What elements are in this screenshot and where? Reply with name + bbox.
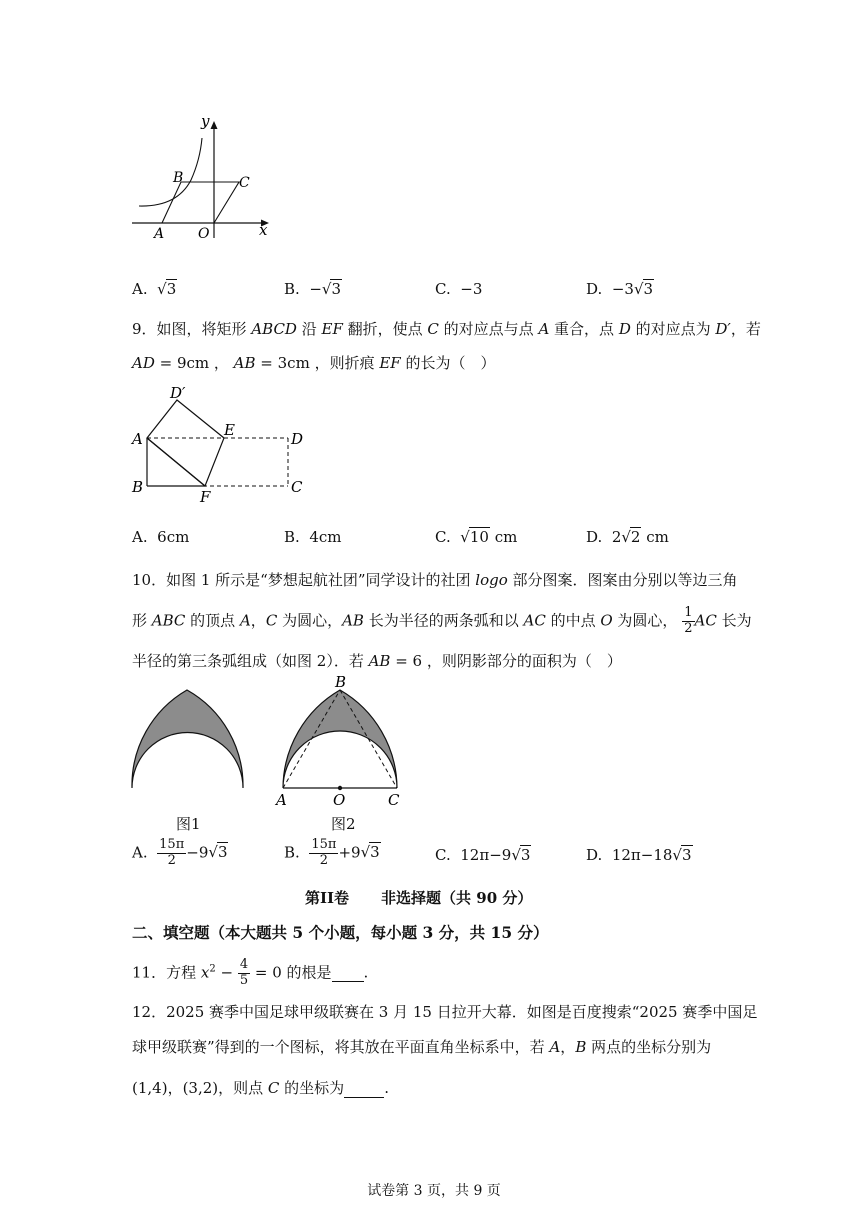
q10-stem-line2: 形 ABC 的顶点 A，C 为圆心，AB 长为半径的两条弧和以 AC 的中点 O 为圆心， $\frac{1}{2}$ AC 长为 [132,605,752,636]
q12-stem-line2: 球甲级联赛”得到的一个图标，将其放在平面直角坐标系中，若 A，B 两点的坐标分别为 [132,1038,712,1056]
label-F: F [200,488,211,505]
hyperbola-curve [139,138,202,206]
q12-stem-line3: (1,4)，(3,2)，则点 C 的坐标为 . [132,1079,389,1097]
section-title: 第II卷 非选择题（共 90 分） [305,889,533,907]
q11-answer-blank[interactable] [332,963,364,982]
figure-q10-fig1-logo [125,680,255,795]
label-A: A [276,791,287,809]
label-y: y [201,112,210,130]
label-O: O [333,791,346,809]
q8-option-b: B. −√3 [284,280,342,298]
q9-option-d: D. 2√2 cm [586,528,669,546]
q8-option-c: C. −3 [435,280,483,298]
label-B: B [173,170,184,186]
fig1-caption: 图1 [176,815,201,833]
q10-option-a: A. $\frac{15\pi}{2}$ −9√3 [132,837,228,868]
label-D: D [291,430,304,448]
label-A: A [154,226,165,242]
parallelogram-ABCO [162,182,239,223]
q10-option-b: B. $\frac{15\pi}{2}$ +9√3 [284,837,380,868]
label-C: C [388,791,400,809]
label-C: C [239,175,250,191]
q9-stem-line2: AD = 9cm ， AB = 3cm ，则折痕 EF 的长为（ ） [132,354,496,372]
q10-option-c: C. 12π−9√3 [435,846,531,864]
label-E: E [224,421,235,439]
label-B: B [335,673,347,691]
label-C: C [291,478,303,496]
q9-option-b: B. 4cm [284,528,342,546]
q10-option-d: D. 12π−18√3 [586,846,692,864]
fig2-caption: 图2 [331,815,356,833]
page-footer: 试卷第 3 页，共 9 页 [367,1183,501,1199]
q10-stem-line3: 半径的第三条弧组成（如图 2）．若 AB = 6 ，则阴影部分的面积为（ ） [132,652,622,670]
label-x: x [259,221,268,239]
figure-q8-graph [125,110,285,245]
label-O: O [198,226,210,242]
part2-heading: 二、填空题（本大题共 5 个小题，每小题 3 分，共 15 分） [132,923,549,942]
label-B: B [132,478,144,496]
q9-option-c: C. √10 cm [435,528,518,546]
y-axis-arrow [211,121,218,129]
figure-q10-fig2-construction [270,670,415,810]
q9-stem-line1: 9．如图，将矩形 ABCD 沿 EF 翻折，使点 C 的对应点与点 A 重合，点 D 的对应点为 D′，若 [132,320,761,338]
figure-q9-rectangle-fold [125,380,315,505]
label-A: A [132,430,143,448]
q10-stem-line1: 10．如图 1 所示是“梦想起航社团”同学设计的社团 logo 部分图案．图案由分别以等边三角 [132,571,738,589]
q11-stem: 11．方程 $x^2$ − $\frac{4}{5}$ = 0 的根是 . [132,957,369,988]
q8-option-a: A. √3 [132,280,177,298]
q8-option-d: D. −3√3 [586,280,654,298]
q12-answer-blank[interactable] [344,1079,384,1098]
q12-stem-line1: 12．2025 赛季中国足球甲级联赛在 3 月 15 日拉开大幕．如图是百度搜索“2025 赛季中国足 [132,1003,758,1021]
q9-option-a: A. 6cm [132,528,190,546]
label-D-prime: D′ [170,384,186,402]
